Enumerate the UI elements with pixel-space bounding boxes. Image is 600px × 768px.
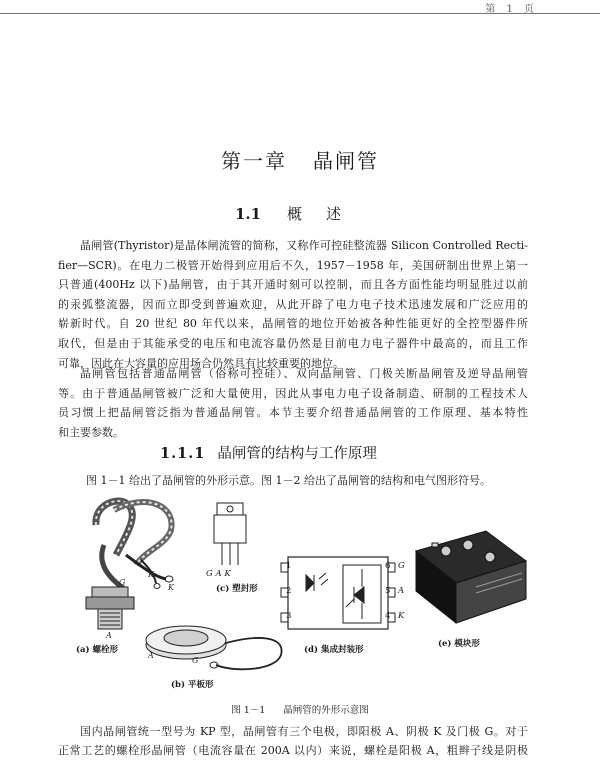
paragraph-line: 可靠，因此在大容量的应用场合仍然具有比较重要的地位。	[58, 356, 344, 370]
paragraph-line: 晶闸管(Thyristor)是晶体闸流管的简称，又称作可控硅整流器 Silicon Controlled Recti-	[80, 239, 528, 252]
paragraph-model	[58, 722, 528, 760]
paragraph-line: 等。由于普通晶闸管被广泛和大量使用，因此从事电力电子设备制造、研制的工程技术人	[58, 386, 528, 400]
stud-terminal-a: A	[106, 631, 112, 640]
stud-terminal-k-2: K	[168, 583, 174, 592]
plastic-thyristor-drawing	[214, 503, 246, 565]
stud-thyristor-drawing	[86, 501, 173, 629]
paragraph-types	[58, 364, 528, 442]
module-pin-2: 2	[286, 586, 292, 596]
section-title	[0, 203, 600, 224]
label-stud-type: (a) 螺栓形	[76, 645, 119, 655]
chapter-title	[0, 145, 600, 174]
module-pin-3: 3	[286, 611, 292, 621]
label-module-type: (e) 模块形	[438, 639, 480, 649]
header-rule	[0, 13, 600, 14]
paragraph-line: 员习惯上把晶闸管泛指为普通晶闸管。本节主要介绍普通晶闸管的工作原理、基本特性	[58, 406, 528, 420]
figure-caption	[0, 702, 600, 716]
page-number: 第 1 页	[485, 4, 538, 15]
label-disc-type: (b) 平板形	[171, 680, 214, 690]
stud-terminal-g: G	[119, 578, 126, 587]
module-pin-1: 1	[286, 561, 292, 571]
section-number: 1.1	[234, 205, 262, 223]
module-pin-6: 6	[385, 561, 391, 571]
subsection-number: 1.1.1	[160, 445, 206, 462]
figure-1-1	[56, 495, 546, 705]
figure-intro-text: 图 1－1 给出了晶闸管的外形示意。图 1－2 给出了晶闸管的结构和电气图形符号。	[86, 474, 491, 487]
figure-caption-number: 图 1－1	[231, 705, 266, 716]
stud-terminal-k: K	[148, 570, 154, 579]
module-thyristor-drawing	[416, 531, 526, 623]
paragraph-line: 的汞弧整流器，因而立即受到普遍欢迎，从此开辟了电力电子技术迅速发展和广泛应用的	[58, 297, 528, 311]
chapter-label: 第一章	[221, 149, 287, 173]
integrated-package-drawing	[281, 557, 395, 629]
paragraph-line: 崭新时代。自 20 世纪 80 年代以来，晶闸管的地位开始被各种性能更好的全控型器件所	[58, 317, 528, 331]
paragraph-line: 国内晶闸管统一型号为 KP 型，晶闸管有三个电极，即阳极 A、阴极 K 及门极 G。对于	[80, 725, 528, 738]
paragraph-line: 只普通(400Hz 以下)晶闸管，由于其开通时刻可以控制，而且各方面性能均明显胜过以前	[58, 278, 528, 292]
subsection-title	[160, 442, 377, 463]
module-pin-letter-a: A	[398, 586, 405, 596]
paragraph-line: 和主要参数。	[58, 425, 124, 439]
disc-terminal-g: G	[192, 656, 199, 665]
plastic-pin-labels: G A K	[206, 569, 231, 579]
module-pin-5: 5	[385, 586, 391, 596]
paragraph-line: 取代，但是由于其能承受的电压和电流容量仍然是目前电力电子器件中最高的，而且工作	[58, 336, 528, 350]
section-name: 概述	[287, 205, 366, 223]
paragraph-intro	[58, 236, 528, 373]
label-integrated-type: (d) 集成封装形	[304, 645, 364, 655]
module-pin-4: 4	[385, 611, 391, 621]
module-pin-letter-k: K	[398, 611, 405, 621]
paragraph-line: 晶闸管包括普通晶闸管（俗称可控硅）、双向晶闸管、门极关断晶闸管及逆导晶闸管	[80, 367, 528, 380]
disc-terminal-a: A	[148, 651, 154, 660]
disc-thyristor-drawing	[146, 626, 282, 669]
module-pin-letter-g: G	[398, 561, 405, 571]
page-header	[0, 0, 600, 14]
chapter-name: 晶闸管	[313, 149, 379, 173]
paragraph-line: 正常工艺的螺栓形晶闸管（电流容量在 200A 以内）来说，螺栓是阳极 A，粗辫子线是阴极	[58, 744, 528, 757]
paragraph-line: fier—SCR)。在电力二极管开始得到应用后不久，1957－1958 年，美国研制出世界上第一	[58, 258, 528, 272]
label-plastic-type: (c) 塑封形	[216, 584, 258, 594]
figure-caption-text: 晶闸管的外形示意图	[283, 705, 369, 716]
thyristor-illustration	[56, 495, 546, 705]
subsection-name: 晶闸管的结构与工作原理	[217, 446, 377, 462]
